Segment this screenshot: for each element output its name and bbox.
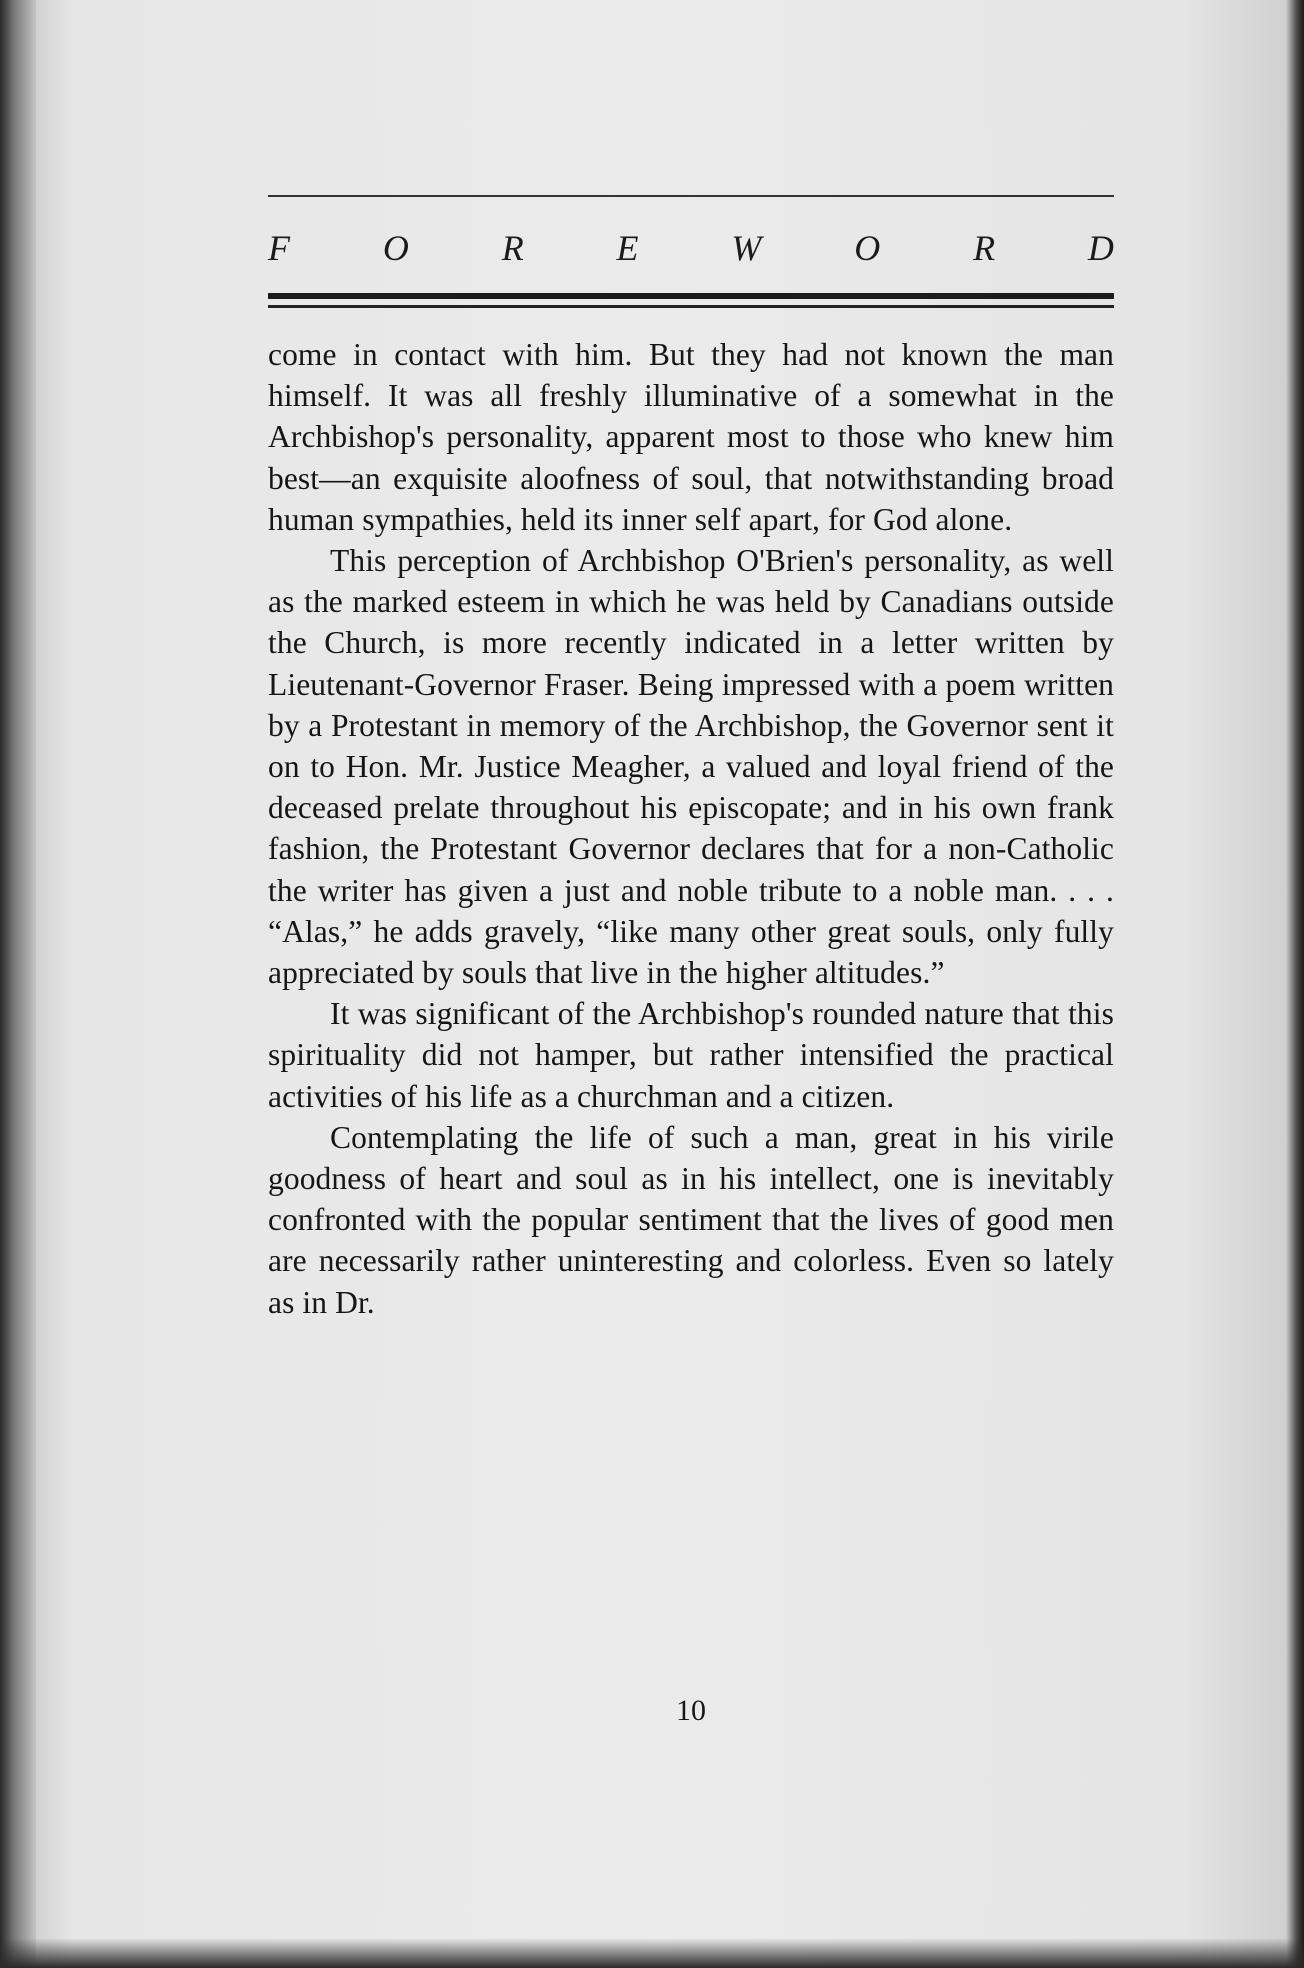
page-edge-right: [1286, 0, 1304, 1968]
paragraph-3: It was significant of the Archbishop's rounded nature that this spirituality did not hamper, but rather intensified the practical activities of his life as a churchman and a citizen.: [268, 996, 1114, 1114]
heading-letter: D: [1087, 228, 1114, 268]
paragraph-2: This perception of Archbishop O'Brien's personality, as well as the marked esteem in which he was held by Canadians outside the Church, is more recently indicated in a letter written by Lieutenant-Governor Fraser. Being impressed with a poem written by a Protestant in memory of the Archbishop, the Governor sent it on to Hon. Mr. Justice Meagher, a valued and loyal friend of the deceased prelate throughout his episcopate; and in his own frank fashion, the Protestant Governor declares that for a non-Catholic the writer has given a just and noble tribute to a noble man. . . . “Alas,” he adds gravely, “like many other great souls, only fully appreciated by souls that live in the higher altitudes.”: [268, 543, 1114, 991]
heading-letter: O: [854, 228, 881, 268]
page-content: [268, 195, 1114, 1323]
header-bottom-rule: [268, 305, 1114, 308]
chapter-heading: [268, 225, 1114, 271]
heading-letter: R: [501, 228, 524, 268]
paragraph-1: come in contact with him. But they had not known the man himself. It was all freshly illuminative of a somewhat in the Archbishop's personality, apparent most to those who knew him best—an exquisite aloofness of soul, that notwithstanding broad human sympathies, held its inner self apart, for God alone.: [268, 337, 1114, 537]
heading-letter: E: [616, 228, 639, 268]
page-edge-left: [0, 0, 36, 1968]
heading-letter: F: [268, 228, 290, 268]
header-top-rule: [268, 195, 1114, 197]
heading-letter: O: [382, 228, 409, 268]
heading-letter: W: [731, 228, 762, 268]
heading-letter: R: [973, 228, 996, 268]
page-bottom-shadow: [0, 1938, 1304, 1968]
body-text: [268, 334, 1114, 1323]
header-thick-rule: [268, 293, 1114, 299]
paragraph-4: Contemplating the life of such a man, great in his virile goodness of heart and soul as in his intellect, one is inevitably confronted with the popular sentiment that the lives of good men are necessarily rather uninteresting and colorless. Even so lately as in Dr.: [268, 1119, 1114, 1320]
page-number: 10: [676, 1694, 706, 1727]
